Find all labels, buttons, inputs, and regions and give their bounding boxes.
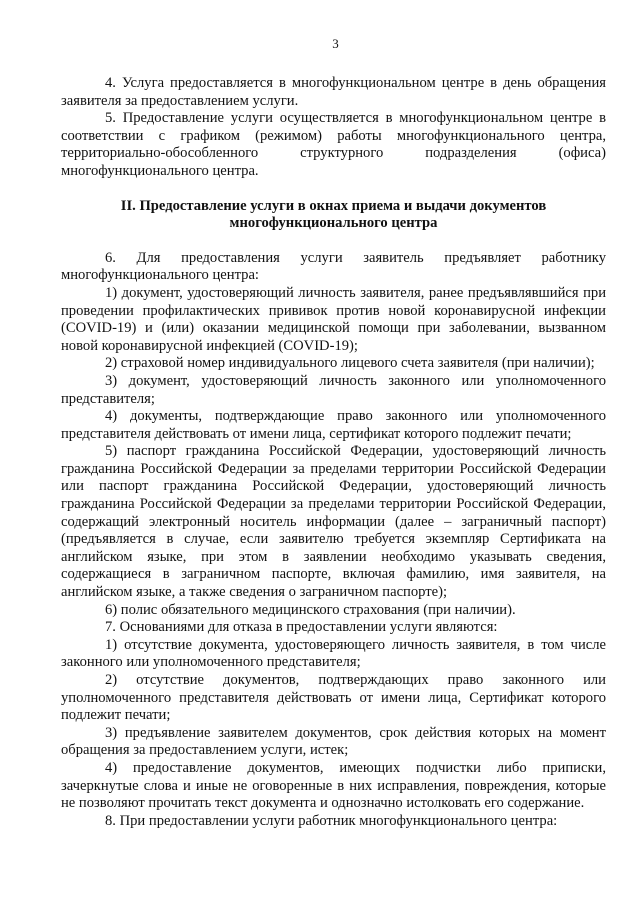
paragraph-item-7: 7. Основаниями для отказа в предоставлении услуги являются:: [105, 619, 498, 636]
paragraph-item-7-4: 4) предоставление документов, имеющих подчистки либо приписки, зачеркнутые слова и иные не оговоренные в них исправления, повреждения, которые не позволяют прочитать текст документа и однозначно истолковать его содержание.: [61, 759, 606, 812]
paragraph-item-4: 4. Услуга предоставляется в многофункциональном центре в день обращения заявителя за предоставлением услуги.: [61, 75, 606, 109]
paragraph-item-6-6: 6) полис обязательного медицинского страхования (при наличии).: [105, 601, 516, 618]
paragraph-item-6: 6. Для предоставления услуги заявитель предъявляет работнику многофункционального центра:: [61, 249, 606, 284]
section-heading: II. Предоставление услуги в окнах приема и выдачи документов многофункционального центра: [120, 197, 547, 232]
page-number: 3: [332, 36, 339, 51]
paragraph-item-6-2: 2) страховой номер индивидуального лицевого счета заявителя (при наличии);: [105, 355, 595, 372]
document-page: [61, 36, 606, 830]
paragraph-item-8: 8. При предоставлении услуги работник многофункционального центра:: [105, 812, 558, 829]
paragraph-item-7-3: 3) предъявление заявителем документов, срок действия которых на момент обращения за предоставлением услуги, истек;: [61, 724, 606, 759]
paragraph-item-7-1: 1) отсутствие документа, удостоверяющего личность заявителя, в том числе законного или уполномоченного представителя;: [61, 636, 606, 671]
paragraph-item-6-5: 5) паспорт гражданина Российской Федерации, удостоверяющий личность гражданина Российской Федерации за пределами территории Российской Федерации или паспорт гражданина Российской Федерации, удостоверяющий личность гражданина Российской Федерации за пределами территории Российской Федерации, содержащий электронный носитель информации (далее – заграничный паспорт) (предъявляется в случае, если заявителю требуется экземпляр Сертификата на английском языке, при этом в заявлении необходимо указывать сведения, содержащиеся в заграничном паспорте, включая фамилию, имя заявителя, на английском языке, а также сведения о заграничном паспорте);: [61, 443, 606, 601]
paragraph-item-7-2: 2) отсутствие документов, подтверждающих право законного или уполномоченного представителя действовать от имени лица, Сертификат которого подлежит печати;: [61, 672, 606, 724]
paragraph-item-6-4: 4) документы, подтверждающие право законного или уполномоченного представителя действовать от имени лица, сертификат которого подлежит печати;: [61, 408, 606, 442]
paragraph-item-5: 5. Предоставление услуги осуществляется в многофункциональном центре в соответствии с графиком (режимом) работы многофункционального центра, территориально-обособленного структурного подразделения (офиса) многофункционального центра.: [61, 110, 606, 179]
paragraph-item-6-3: 3) документ, удостоверяющий личность законного или уполномоченного представителя;: [61, 372, 606, 407]
paragraph-item-6-1: 1) документ, удостоверяющий личность заявителя, ранее предъявлявшийся при проведении профилактических прививок против новой коронавирусной инфекции (COVID-19) и (или) оказании медицинской помощи при заболевании, вызванном новой коронавирусной инфекцией (COVID-19);: [61, 284, 606, 354]
